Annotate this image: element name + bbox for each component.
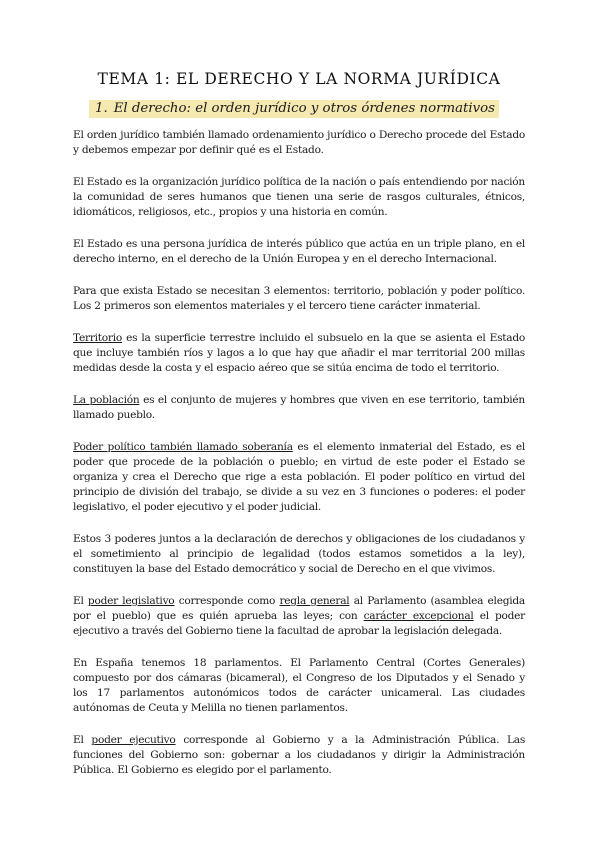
paragraph-poder-ejecutivo: El poder ejecutivo corresponde al Gobierno y a la Administración Pública. Las funciones del Gobierno son: gobernar a los ciudadanos y dirigir la Administración Pública. El Gobierno es elegido por el parlamento. bbox=[73, 734, 526, 776]
paragraph-poder-politico: Poder político también llamado soberanía es el elemento inmaterial del Estado, es el poder que procede de la población o pueblo; en virtud de este poder el Estado se organiza y crea el Derecho que rige a esta población. El poder político en virtud del principio de división del trabajo, se divide a su vez en 3 funciones o poderes: el poder legislativo, el poder ejecutivo y el poder judicial. bbox=[73, 441, 525, 513]
term-regla-general: regla general bbox=[279, 595, 350, 607]
paragraph-elementos: Para que exista Estado se necesitan 3 elementos: territorio, población y poder político. Los 2 primeros son elementos materiales y el tercero tiene carácter inmaterial. bbox=[73, 285, 525, 312]
term-poder-ejecutivo: poder ejecutivo bbox=[91, 734, 176, 746]
section-heading-text: El derecho: el orden jurídico y otros órdenes normativos bbox=[113, 101, 495, 116]
term-caracter-excepcional: carácter excepcional bbox=[363, 610, 474, 622]
page-title: TEMA 1: EL DERECHO Y LA NORMA JURÍDICA bbox=[97, 70, 501, 88]
paragraph-tres-poderes: Estos 3 poderes juntos a la declaración de derechos y obligaciones de los ciudadanos y el sometimiento al principio de legalidad (todos estamos sometidos a la ley), constituyen la base del Estado democrático y social de Derecho en el que vivimos. bbox=[73, 533, 525, 575]
term-territorio: Territorio bbox=[73, 332, 122, 344]
paragraph-estado-intro: El orden jurídico también llamado ordenamiento jurídico o Derecho procede del Estado y debemos empezar por definir qué es el Estado. bbox=[73, 129, 525, 156]
paragraph-estado-definicion: El Estado es la organización jurídico política de la nación o país entendiendo por nación la comunidad de seres humanos que tienen una serie de rasgos culturales, étnicos, idiomáticos, religiosos, etc., propios y una historia en común. bbox=[73, 176, 525, 218]
paragraph-parlamentos: En España tenemos 18 parlamentos. El Parlamento Central (Cortes Generales) compuesto por dos cámaras (bicameral), el Congreso de los Diputados y el Senado y los 17 parlamentos autonómicos todos de carácter unicameral. Las ciudades autónomas de Ceuta y Melilla no tienen parlamentos. bbox=[73, 657, 525, 714]
term-poblacion: La población bbox=[73, 394, 140, 406]
paragraph-poblacion: La población es el conjunto de mujeres y hombres que viven en ese territorio, también llamado pueblo. bbox=[73, 394, 526, 421]
paragraph-persona-juridica: El Estado es una persona jurídica de interés público que actúa en un triple plano, en el derecho interno, en el derecho de la Unión Europea y en el derecho Internacional. bbox=[73, 238, 525, 265]
section-heading bbox=[89, 100, 499, 118]
term-poder-legislativo: poder legislativo bbox=[87, 595, 175, 607]
term-poder-politico: Poder político también llamado soberanía bbox=[73, 441, 293, 453]
paragraph-poder-legislativo: El poder legislativo corresponde como regla general al Parlamento (asamblea elegida por el pueblo) que es quién aprueba las leyes; con carácter excepcional el poder ejecutivo a través del Gobierno tiene la facultad de aprobar la legislación delegada. bbox=[73, 595, 525, 637]
paragraph-territorio: Territorio es la superficie terrestre incluido el subsuelo en la que se asienta el Estado que incluye también ríos y lagos a lo que hay que añadir el mar territorial 200 millas medidas desde la costa y el espacio aéreo que se sitúa encima de todo el territorio. bbox=[73, 332, 525, 374]
section-number: 1. bbox=[95, 101, 108, 116]
